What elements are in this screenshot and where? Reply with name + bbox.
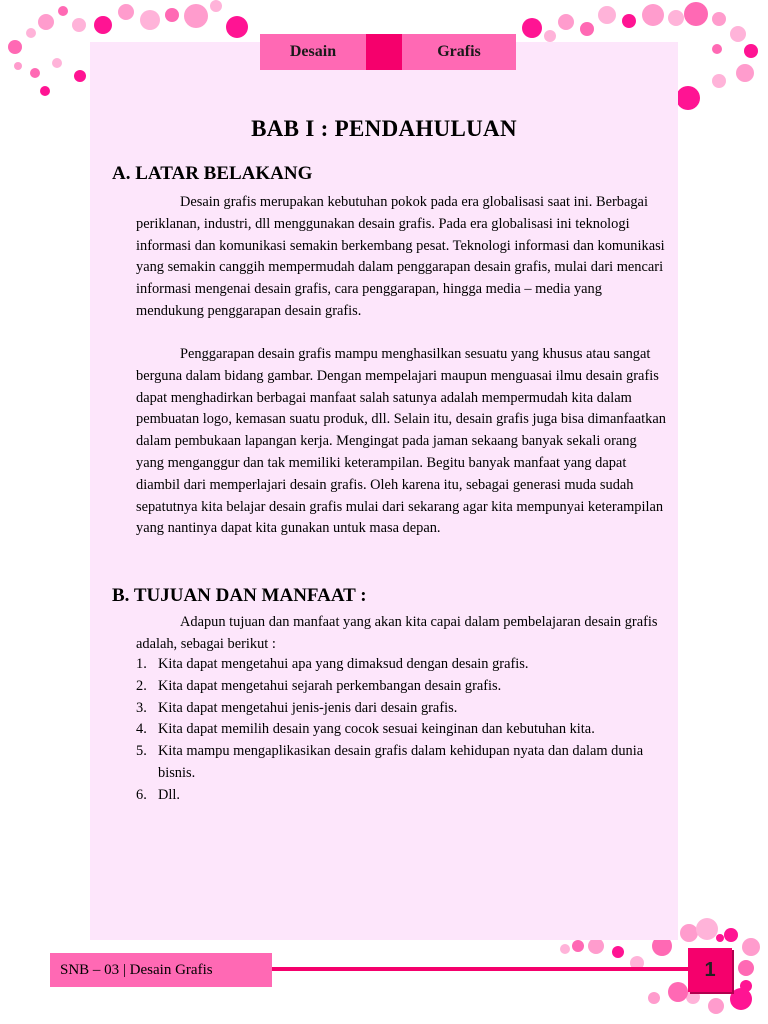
list-item: 6. Dll. — [136, 786, 180, 803]
list-item: 1. Kita dapat mengetahui apa yang dimaksud dengan desain grafis. — [136, 656, 529, 672]
objectives-list — [136, 654, 676, 807]
header-divider-block — [366, 34, 402, 70]
footer-label: SNB – 03 | Desain Grafis — [50, 953, 272, 987]
section-a-paragraph-1: Desain grafis merupakan kebutuhan pokok pada era globalisasi saat ini. Berbagai periklanan, industri, dll menggunakan desain grafis. Pada era globalisasi ini teknologi informasi dan komunikasi semakin berkembang pesat. Teknologi informasi dan komunikasi yang semakin canggih mempermudah dalam penggarapan desain grafis, mulai dari mencari informasi mengenai desain grafis, cara penggarapan, hingga media – media yang mendukung penggarapan desain grafis. — [136, 194, 665, 319]
section-b-intro: Adapun tujuan dan manfaat yang akan kita capai dalam pembelajaran desain grafis adalah, sebagai berikut : — [136, 614, 658, 652]
footer-divider — [272, 967, 692, 971]
list-item: 2. Kita dapat mengetahui sejarah perkembangan desain grafis. — [136, 677, 502, 694]
page-number: 1 — [688, 948, 732, 992]
section-a-heading: A. LATAR BELAKANG — [112, 163, 313, 184]
chapter-title: BAB I : PENDAHULUAN — [251, 116, 517, 141]
header-label-desain: Desain — [260, 34, 366, 70]
section-b-heading: B. TUJUAN DAN MANFAAT : — [112, 585, 367, 606]
header-label-grafis: Grafis — [402, 34, 516, 70]
section-a-paragraph-2: Penggarapan desain grafis mampu menghasilkan sesuatu yang khusus atau sangat berguna dalam bidang gambar. Dengan mempelajari maupun menguasai ilmu desain grafis dapat menghadirkan berbagai manfaat salah satunya adalah mempermudah kita dalam pembuatan logo, kemasan suatu produk, dll. Selain itu, desain grafis juga bisa dimanfaatkan dalam pembukaan lapangan kerja. Mengingat pada jaman sekaang banyak sekali orang yang menganggur dan tak memiliki keterampilan. Begitu banyak manfaat yang dapat diambil dari memperlajari desain grafis. Oleh karena itu, sebagai generasi muda sudah sepatutnya kita belajar desain grafis mulai dari sekarang agar kita mempunyai keterampilan yang nantinya dapat kita gunakan untuk masa depan. — [136, 346, 666, 537]
list-item: 4. Kita dapat memilih desain yang cocok sesuai keinginan dan kebutuhan kita. — [136, 721, 595, 738]
list-item: 5. Kita mampu mengaplikasikan desain grafis dalam kehidupan nyata dan dalam dunia bisnis. — [136, 743, 644, 781]
list-item: 3. Kita dapat mengetahui jenis-jenis dari desain grafis. — [136, 699, 458, 716]
